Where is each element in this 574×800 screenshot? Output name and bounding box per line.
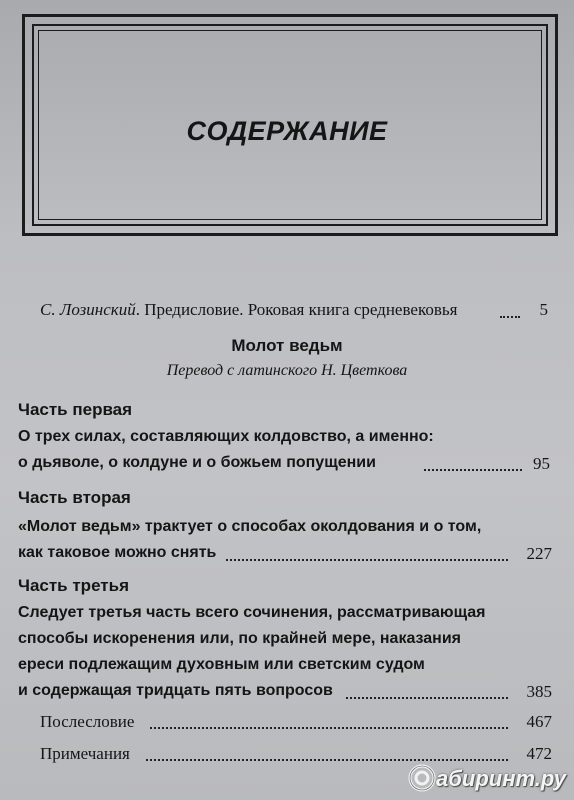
notes-label: Примечания [40, 744, 130, 763]
dot-leader [424, 469, 522, 471]
part-3-heading: Часть третья [18, 576, 129, 595]
part-1-line: О трех силах, составляющих колдовство, а именно: [18, 428, 434, 445]
watermark-text: абиринт.ру [436, 766, 566, 791]
labyrinth-logo-icon [408, 764, 436, 792]
book-title: Молот ведьм [231, 336, 343, 355]
part-1-heading: Часть первая [18, 400, 133, 419]
part-2-heading: Часть вторая [18, 488, 131, 507]
dot-leader [226, 559, 508, 561]
intro-author: С. Лозинский [40, 300, 136, 319]
dot-leader [346, 697, 508, 699]
page-title: СОДЕРЖАНИЕ [186, 116, 388, 146]
part-1-page-number: 95 [533, 454, 550, 473]
dot-leader [150, 727, 508, 729]
part-1-line: о дьяволе, о колдуне и о божьем попущении [18, 454, 376, 471]
intro-text: . Предисловие. Роковая книга средневековья [135, 300, 458, 319]
intro-entry [40, 300, 457, 320]
part-3-line: ереси подлежащим духовным или светским судом [18, 656, 425, 673]
dot-leader [500, 316, 520, 318]
part-2-line: как таковое можно снять [18, 544, 217, 561]
part-2-line: «Молот ведьм» трактует о способах околдования и о том, [18, 518, 482, 535]
translation-credit: Перевод с латинского Н. Цветкова [166, 362, 408, 379]
part-2-page-number: 227 [526, 544, 552, 563]
afterword-label: Послесловие [40, 712, 135, 731]
notes-page-number: 472 [526, 744, 552, 763]
part-3-page-number: 385 [526, 682, 552, 701]
dot-leader [146, 759, 508, 761]
afterword-page-number: 467 [526, 712, 552, 731]
part-3-line: Следует третья часть всего сочинения, рассматривающая [18, 604, 486, 621]
intro-page-number: 5 [539, 300, 548, 319]
part-3-line: способы искоренения или, по крайней мере, наказания [18, 630, 462, 647]
part-3-line: и содержащая тридцать пять вопросов [18, 682, 333, 699]
